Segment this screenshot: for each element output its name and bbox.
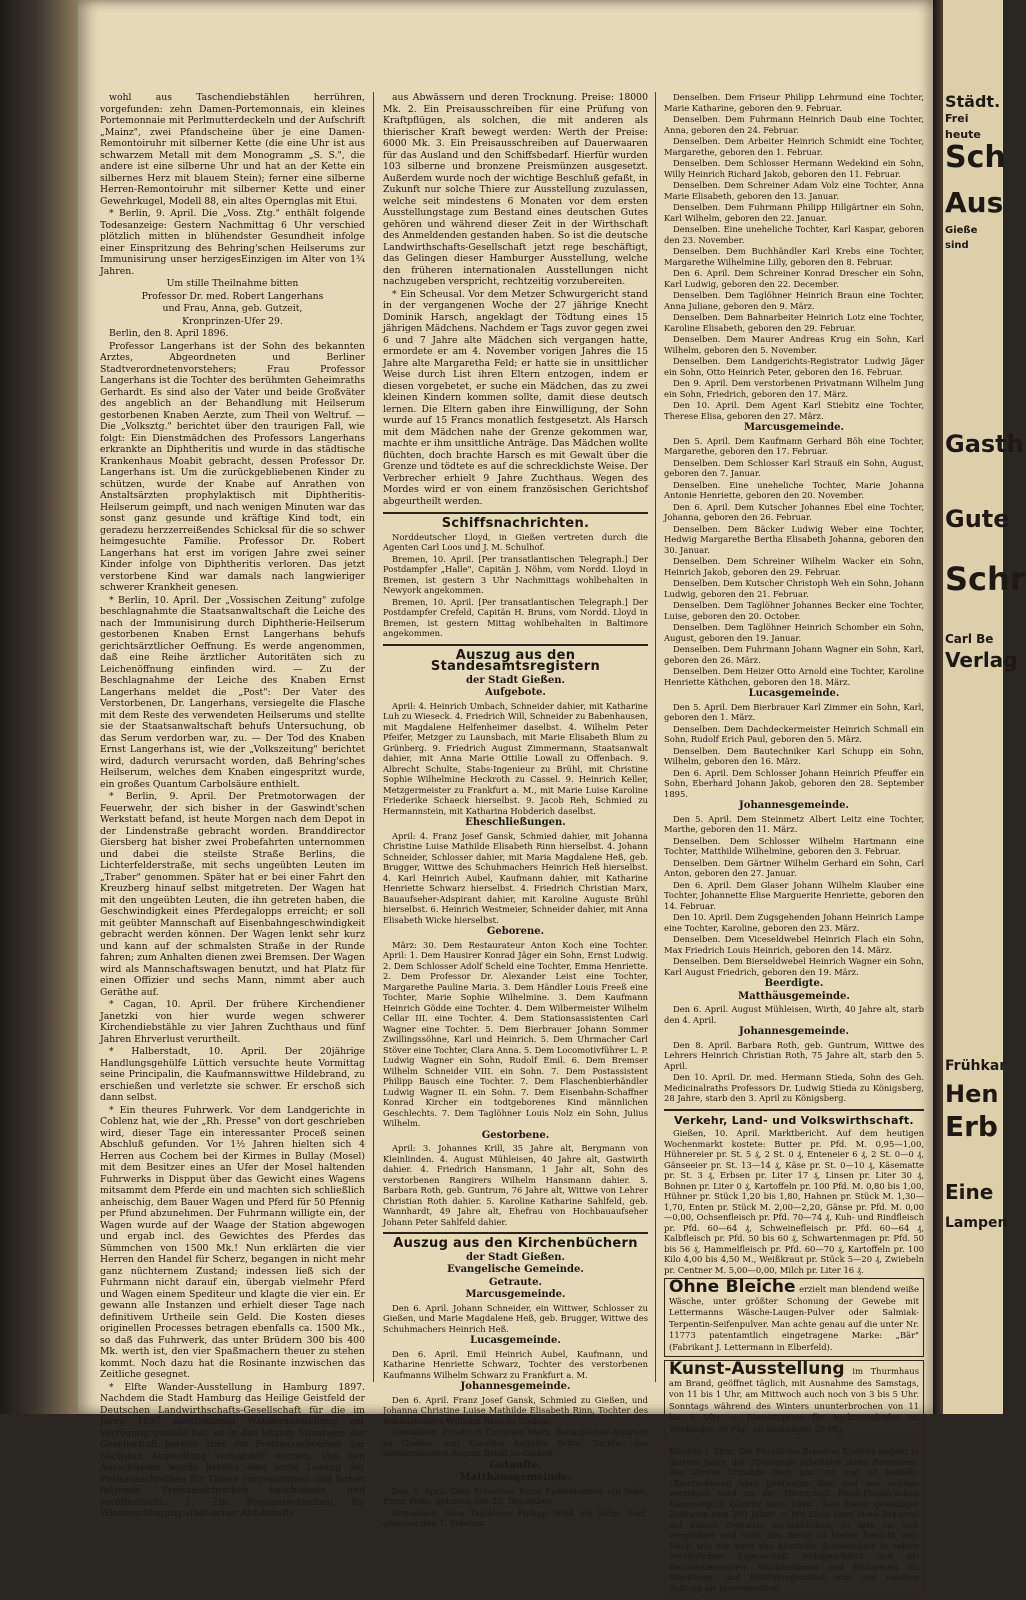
adjacent-page-fragment: Schr [945, 560, 1026, 598]
paragraph: Norddeutscher Lloyd, in Gießen vertreten durch die Agenten Carl Loos und J. M. Schulhof. [383, 531, 648, 552]
paragraph: Den 6. April. Dem Glaser Johann Wilhelm Klauber eine Tochter, Johannette Elise Marguerite Henriette, geboren den 14. Februar. [664, 879, 924, 911]
church-books-heading: Auszug aus den Kirchenbüchern [393, 1236, 638, 1251]
paragraph: Den 6. April. Emil Heinrich Aubel, Kaufmann, und Katharine Henriette Schwarz, Tochter des verstorbenen Kaufmanns Wilhelm Schwarz zu Frankfurt a. M. [383, 1348, 648, 1380]
section-rule [664, 1109, 924, 1111]
section-subheading: Matthäusgemeinde. [738, 990, 850, 1002]
ad-bleach-text: erzielt man blendend weiße Wäsche, unter größter Schonung der Gewebe mit Lettermanns Wäsche-Laugen-Pulver oder Salmiak-Terpentin-Seifenpulver. Man achte genau auf die unter Nr. 11773 patentamtlich eingetragene Marke: „Bär" (Fabrikant J. Lettermann in Elberfeld). [669, 1284, 919, 1352]
paragraph: April: 4. Heinrich Umbach, Schneider dahier, mit Katharine Luh zu Wieseck. 4. Friedrich Will, Schneider zu Babenhausen, mit Magdalene Helfenheimer daselbst. 4. Wilhelm Peter Pfeifer, Metzger zu Launsbach, mit Marie Elisabeth Blum zu Grünberg. 9. Friedrich August Zimmermann, Staatsanwalt dahier, mit Anna Marie Ottilie Lowall zu Offenbach. 9. Albrecht Schulte, Stabs-Ingenieur zu Brühl, mit Christine Sophie Wilhelmine Heckroth zu Cassel. 9. Heinrich Keller, Metzgermeister zu Frankfurt a. M., mit Marie Luise Karoline Friederike Schaeck hierselbst. 9. Jacob Reh, Schmied zu Hermannstein, mit Katharina Hobderich daselbst. [383, 700, 648, 816]
market-heading: Verkehr, Land- und Volkswirthschaft. [674, 1113, 914, 1127]
adjacent-page-fragment: Verlag [945, 648, 1018, 672]
adjacent-page-fragment: Hen [945, 1080, 999, 1108]
adjacent-page-fragment: Sch [945, 140, 1006, 175]
notice-line: und Frau, Anna, geb. Gutzeit, [162, 303, 303, 314]
paragraph: * Halberstadt, 10. April. Der 20jährige Handlungsgehülfe Lüttich versuchte heute Vormittag seine Principalin, die Kaufmannswittwe Hildebrand, zu erschießen und verletzte sie schwer. Er erschoß sich dann selbst. [100, 1046, 365, 1103]
paragraph: Denselben. Dem Taglöhner Heinrich Braun eine Tochter, Anna Juliane, geboren den 9. März. [664, 290, 924, 311]
paragraph: Denselben. Dem Schreiner Adam Volz eine Tochter, Anna Marie Elisabeth, geboren den 13. Januar. [664, 180, 924, 201]
paragraph: aus Abwässern und deren Trocknung. Preise: 18000 Mk. 2. Ein Preisausschreiben für eine Prüfung von Kraftpflügen, als solchen, die mit anderen als thierischer Kraft bewegt werden: Werth der Preise: 6000 Mk. 3. Ein Preisausschreiben auf Dauerwaaren für das Ausland und den Schiffsbedarf. Hierfür wurden 103 silberne und bronzene Preismünzen ausgesetzt. Außerdem wurde noch der wichtige Beschluß gefaßt, in Zukunft nur solche Thiere zur Ausstellung zuzulassen, welche seit mindestens 6 Monaten vor dem ersten Ausstellungstage zum Bestand eines deutschen Gutes gehören und während dieser Zeit in der Wirthschaft des Anmeldenden gestanden haben. So ist die deutsche Landwirthschafts-Gesellschaft jetzt rege beschäftigt, das Gelingen dieser Hamburger Ausstellung, welche den früheren internationalen Ausstellungen nicht nachzugeben verspricht, rechtzeitig vorzubereiten. [383, 92, 648, 287]
paragraph: Den 6. April. Dem Kutscher Johannes Ebel eine Tochter, Johanna, geboren den 26. Februar. [664, 501, 924, 522]
paragraph: Denselben. Dem Viceseldwebel Heinrich Flach ein Sohn, Max Friedrich Louis Heinrich, geboren den 14. März. [664, 934, 924, 955]
paragraph: Denselben. Eine uneheliche Tochter, Karl Kaspar, geboren den 23. November. [664, 224, 924, 245]
paragraph: Denselben. Dem Gärtner Wilhelm Gerhard ein Sohn, Carl Anton, geboren den 27. Januar. [664, 857, 924, 878]
market-report: Gießen, 10. April. Marktbericht. Auf dem heutigen Wochenmarkt kostete: Butter pr. Pfd. M. 0,95—1,00, Hühnereier pr. St. 5 ₰, 2 St. 0 ₰, Enteneier 6 ₰, 2 St. 0—0 ₰, Gänseeier pr. St. 13—14 ₰, Käse pr. St. 0—10 ₰, Käsematte pr. St. 3 ₰, Erbsen pr. Liter 17 ₰, Linsen pr. Liter 30 ₰, Bohnen pr. Liter 0 ₰, Kartoffeln pr. 100 Pfd. M. 0,80 bis 1,00, Hühner pr. Stück 1,20 bis 1,80, Hahnen pr. Stück M. 1,30—1,70, Enten pr. Stück M. 2,00—2,20, Gänse pr. Pfd. M. 0,00—0,00, Ochsenfleisch pr. Pfd. 70—74 ₰, Kuh- und Rindfleisch pr. Pfd. 60—64 ₰, Schweinefleisch pr. Pfd. 60—64 ₰, Kalbfleisch pr. Pfd. 50 bis 60 ₰, Schwartenmagen pr. Pfd. 50 bis 56 ₰, Hammelfleisch pr. Pfd. 60—70 ₰, Kartoffeln pr. 100 Kilo 4,00 bis 4,50 M., Weißkraut pr. Stück 5—20 ₰, Zwiebeln pr. Centner M. 5,00—0,00, Milch pr. Liter 16 ₰. [664, 1128, 924, 1275]
paragraph: Den 9. April. Dem verstorbenen Privatmann Wilhelm Jung ein Sohn, Friedrich, geboren den 17. März. [664, 378, 924, 399]
section-subheading: Getraute. [488, 1276, 542, 1288]
paragraph: Den 6. April. Dem Schlosser Johann Heinrich Pfeuffer ein Sohn, Eberhard Johann Jakob, geboren den 28. September 1895. [664, 767, 924, 799]
adjacent-page-fragment: Gieße [945, 225, 978, 236]
adjacent-page-fragment: Eine [945, 1180, 994, 1204]
section-subheading: Johannesgemeinde. [739, 1026, 849, 1037]
book-binding [0, 0, 78, 1414]
section-subheading: Geborene. [486, 926, 545, 937]
adjacent-page-fragment: heute [945, 128, 981, 141]
adjacent-page-fragment: Erb [945, 1110, 998, 1143]
paragraph: Denselben. Dem Schlosser Karl Strauß ein Sohn, August, geboren den 7. Januar. [664, 457, 924, 478]
paragraph: Denselben. Dem Kutscher Christoph Weh ein Sohn, Johann Ludwig, geboren den 21. Februar. [664, 578, 924, 599]
notice-line: Professor Dr. med. Robert Langerhans [141, 290, 324, 302]
ad-bleach [664, 1278, 924, 1357]
paragraph: Den 5. April. Dem Schreiner Ernst Falkenheimer ein Sohn, Ernst Peter, geboren den 23. December. [383, 1485, 648, 1506]
section-subheading: Evangelische Gemeinde. [447, 1264, 584, 1275]
paragraph: Bremen, 10. April. [Per transatlantischen Telegraph.] Der Postdampfer „Halle", Capitän J. Nöhm, vom Nordd. Lloyd in Bremen, ist gestern 3 Uhr Nachmittags wohlbehalten in Newyork angekommen. [383, 553, 648, 595]
adjacent-page-fragment: Aus [945, 186, 1004, 219]
adjacent-page-fragment: sind [945, 240, 969, 251]
paragraph: Denselben. Eine uneheliche Tochter, Marie Johanna Antonie Henriette, geboren den 20. November. [664, 479, 924, 500]
paragraph: Den 10. April. Dem Zugsgehenden Johann Heinrich Lampe eine Tochter, Karoline, geboren den 23. März. [664, 912, 924, 933]
section-subheading: Johannesgemeinde. [460, 1381, 571, 1392]
paragraph: Denselben. Dem Heizer Otto Arnold eine Tochter, Karoline Henriette Käthchen, geboren den 18. März. [664, 666, 924, 687]
paragraph: Denselben. Dem Fuhrmann Johann Wagner ein Sohn, Karl, geboren den 26. März. [664, 644, 924, 665]
paragraph: Den 5. April. Dem Bierbrauer Karl Zimmer ein Sohn, Karl, geboren den 1. März. [664, 701, 924, 722]
adjacent-page-fragment: Gasth [945, 430, 1024, 458]
adjacent-page-fragment: Carl Be [945, 632, 994, 646]
adjacent-page-fragment: Frei [945, 112, 969, 125]
paragraph: Denselben. Dem Taglöhner Philipp Weiß ein Sohn, Karl, geboren den 7. Februar. [383, 1507, 648, 1528]
paragraph: Berlin, den 8. April 1896. [109, 328, 229, 339]
section-subheading: Aufgebote. [485, 687, 546, 698]
paragraph: * Berlin, 9. April. Der Pretmotorwagen der Feuerwehr, der sich bisher in der Gaswindt'schen Werkstatt befand, ist heute Morgen nach dem Depot in der Lindenstraße gebracht worden. Branddirector Giersberg hat bisher zwei Probefahrten unternommen und dabei die steilste Straße Berlins, die Lichterfelderstraße, mit sechs ungeübten Leuten im „Traber" genommen. Später hat er bei einer Fahrt den Kreuzberg hinauf selbst mitgetreten. Der Wagen hat mit den ungeübten Leuten, die ihn getreten haben, die Geschwindigkeit eines Pferdegalopps erreicht; er soll mit geübter Mannschaft auf Eisenbahngeschwindigkeit gebracht werden können. Der Wagen lenkt sehr kurz und kann auf der schmalsten Straße in der Runde fahren; zum Anhalten dienen zwei Bremsen. Der Wagen wird als Mannschaftswagen benutzt, und hat Platz für einen Offizier und sechs Mann, nimmt aber auch Geräthe auf. [100, 791, 365, 998]
paragraph: Den 6. April. Dem Schreiner Konrad Drescher ein Sohn, Karl Ludwig, geboren den 22. December. [664, 268, 924, 289]
ad-art-exhibition [664, 1360, 924, 1439]
ad-bleach-title: Ohne Bleiche [669, 1277, 796, 1297]
adjacent-page-fragment: Städt. [945, 92, 1001, 111]
paragraph: Den 6. April. August Mühleisen, Wirth, 40 Jahre alt, starb den 4. April. [664, 1004, 924, 1025]
paragraph: Denselben. Dem Taglöhner Heinrich Schomber ein Sohn, August, geboren den 19. Januar. [664, 622, 924, 643]
paragraph: * Berlin, 9. April. Die „Voss. Ztg." enthält folgende Todesanzeige: Gestern Nachmittag 6 Uhr verschied plötzlich mitten in blühendster Gesundheit infolge einer Einspritzung des Behring'schen Heilserums zur Immunisirung unser herzigesEinzigen im Alter von 1¾ Jahren. [100, 208, 365, 277]
paragraph: Den 5. April. Dem Kaufmann Gerhard Böh eine Tochter, Margarethe, geboren den 17. Februar. [664, 435, 924, 456]
section-subheading: Marcusgemeinde. [465, 1289, 566, 1300]
shipping-news-heading: Schiffsnachrichten. [441, 516, 590, 531]
paragraph: * Cagan, 10. April. Der frühere Kirchendiener Janetzki von hier wurde wegen schwerer Kirchendiebstähle zu vier Jahren Zuchthaus und fünf Jahren Ehrverlust verurtheilt. [100, 999, 365, 1045]
paragraph: Denselben. Dem Taglöhner Johannes Becker eine Tochter, Luise, geboren den 20. October. [664, 600, 924, 621]
civil-registry-subheading: der Stadt Gießen. [466, 674, 565, 686]
paragraph: Denselben. Dem Bäcker Ludwig Weber eine Tochter, Hedwig Margarethe Bertha Elisabeth Johanna, geboren den 30. Januar. [664, 523, 924, 555]
ad-brewery: Köstritz i. Thür. Die Fürstliche Brauerei Köstritz begeht in diesem Jahre die 200jährige Jubelfeier ihres Bestehens. Die älteste Urkunde liegt uns vor und ist betitelt: „Bierrechnung über gebrautes Bier und wie solches verzehret wird an der Herrschaft Reuß-Plauen'schen Kammerguth Köstritz anno 1696". Seit dieser gewaltiger Zeitraum sind 200 Jahre! — Mit Stolz kann diese Brauerei auf diesen Zeitraum zurückblicken, in dem sie sich vergrößert und stets das Beste zu bieten bemüht war. Nach wie vor wird das köstliche Schwarzbier in seiner vorzüglichen Eigenschaft wohlgeschätzt und als Reconvalescenten, Wöchnerinnen und Blutarmen als Stärkungs- und Kräftigungsmittel sein und unserer Zeitung als Inseratentheil. [664, 1442, 924, 1597]
section-rule [383, 512, 648, 514]
paragraph: * Berlin, 10. April. Der „Vossischen Zeitung" zufolge beschlagnahmte die Staatsanwaltschaft die Leiche des nach der Immunisirung durch Diphtherie-Heilserum gestorbenen Knaben Ernst Langerhans behufs gerichtsärztlicher Oeffnung. Es werde angenommen, daß eine Reihe ärztlicher Autoritäten sich zu Leichenöffnung einfinden wird. — Zu der Beschlagnahme der Leiche des Knaben Ernst Langerhans meldet die „Post": Der Vater des Verstorbenen, Dr. Langerhans, versiegelte die Flasche mit dem Reste des verwendeten Heilserums und stellte sie der Staatsanwaltschaft behufs Untersuchung, ob das Serum verdorben war, zu. — Der Tod des Knaben Ernst Langerhans ist, wie der „Volkszeitung" berichtet wird, dadurch verursacht worden, daß Behring'sches Heilserum, welches dem Knaben eingespritzt wurde, ein großes Quantum Carbolsäure enthielt. [100, 594, 365, 790]
section-subheading: Lucasgemeinde. [470, 1335, 561, 1346]
adjacent-page-fragment: Lampen [945, 1215, 1008, 1231]
paragraph: wohl aus Taschendiebstählen herrühren, vorgefunden: zehn Damen-Portemonnais, ein kleines Portemonnaie mit Perlmutterdeckeln und der Aufschrift „Mainz", zwei Pfandscheine über je eine Damen-Remontoiruhr mit silberner Kette (die eine Uhr ist aus schwarzem Metall mit dem Monogramm „S. S.", die andere ist eine silberne Uhr und hat an der Kette ein silbernes Herz mit blauem Stein); ferner eine silberne Herren-Remontoiruhr mit silberner Kette und einer Gewehrkugel, Modell 88, ein altes Opernglas mit Etui. [100, 92, 365, 207]
column-2 [383, 92, 648, 1530]
section-subheading: Beerdigte. [764, 978, 824, 989]
paragraph: April: 4. Franz Josef Gansk, Schmied dahier, mit Johanna Christine Luise Mathilde Elisabeth Rinn hierselbst. 4. Johann Schneider, Schlosser dahier, mit Maria Magdalene Heß, geb. Brugger, Wittwe des Schuhmachers Heinrich Heß hierselbst. 4. Karl Heinrich Aubel, Kaufmann dahier, mit Katharine Henriette Schwarz hierselbst. 4. Friedrich Christian Marx, Bauaufseher-Adspirant dahier, mit Karoline Auguste Brühl hierselbst. 6. Heinrich Westmeier, Schneider dahier, mit Anna Elisabeth Wicke hierselbst. [383, 830, 648, 925]
paragraph: Denselben. Dem Dachdeckermeister Heinrich Schmall ein Sohn, Rudolf Erich Paul, geboren den 5. März. [664, 723, 924, 744]
paragraph: Denselben. Dem Buchhändler Karl Krebs eine Tochter, Margarethe Wilhelmine Lilly, geboren den 8. Februar. [664, 246, 924, 267]
ad-art-text: im Thurmhaus am Brand, geöffnet täglich, mit Ausnahme des Samstags, von 11 bis 1 Uhr, am Mittwoch auch noch von 3 bis 5 Uhr. Sonntags während des Winters ununterbrochen von 11 bis 5 Uhr. — Eintrittspreis für Nichtmitglieder an Werktagen 50 Pfg., an Sonntagen 20 Pfg. [669, 1366, 919, 1434]
paragraph: Denselben. Dem Schreiner Wilhelm Wacker ein Sohn, Heinrich Jakob, geboren den 29. Februar. [664, 556, 924, 577]
paragraph: Den 6. April. Johann Schneider, ein Wittwer, Schlosser zu Gießen, und Marie Magdalene Heß, geb. Brugger, Wittwe des Schuhmachers Heinrich Heß. [383, 1302, 648, 1334]
paragraph: * Elfte Wander-Ausstellung in Hamburg 1897. Nachdem die Stadt Hamburg das Heilige Geistfeld der Deutschen Landwirthschafts-Gesellschaft für die im Jahre 1897 stattfindende Wanderausstellung zur Verfügung gestellt hat, ist in den letzten Sitzungen der Gesellschaft bereits über die Preisausschreiben der nächsten Ausstellung verhandelt worden. Von den Ausschüssen wurde bereits eine erste Lesung der Preisausschreiben für Thiere vorgenommen und ferner folgende Preisausschreiben beschlossen und veröffentlicht: 1. Ein Preisausschreiben für Wiederschlagung städtischer Abfallstoffe [100, 1381, 365, 1519]
ad-art-title: Kunst-Ausstellung [669, 1359, 845, 1379]
paragraph: Den 10. April. Dr. med. Hermann Stieda, Sohn des Geh. Medicinalraths Professors Dr. Ludwig Stieda zu Königsberg, 28 Jahre, starb den 3. April zu Königsberg. [664, 1072, 924, 1103]
civil-registry-heading: Auszug aus den Standesamtsregistern [430, 647, 601, 674]
notice-line: Um stille Theilnahme bitten [166, 278, 299, 289]
notice-line: Kronprinzen-Ufer 29. [182, 315, 283, 327]
paragraph: Denselben. Dem Maurer Andreas Krug ein Sohn, Karl Wilhelm, geboren den 5. November. [664, 334, 924, 355]
paragraph: * Ein theures Fuhrwerk. Vor dem Landgerichte in Coblenz hat, wie der „Rh. Presse" von dort geschrieben wird, dieser Tage ein interessanter Proceß seinen Abschluß gefunden. Vor 1½ Jahren hielten sich 4 Herren aus Cochem bei der Kirmes in Bullay (Mosel) mit dem Besitzer eines an Ufer der Mosel haltenden Fuhrwerks in Dispput über das Gewicht eines Wagens mitsammt dem Pferde ein und machten sich schließlich anheischig, dem Bauer Wagen und Pferd für 50 Pfennig per Pfund abzunehmen. Der Fuhrmann willigte ein, der Wagen wurde auf der Waage der Station abgewogen und ergab incl. des Gewichtes des Pferdes das Sümmchen von 1500 Mk.! Nun erklärten die vier Herren den Handel für Scherz, begangen in nicht mehr ganz nüchternem Zustand; indessen ließ sich der Fuhrmann nicht darauf ein, übergab vielmehr Pferd und Wagen einem Spediteur und klagte die vier ein. Er gewann alle Instanzen und erhielt dieser Tage nach definitivem Urtheile sein Geld. Die Kosten dieses originellen Processes betragen ebenfalls ca. 1500 Mk., so daß das Fuhrwerk, das unter Brüdern 300 bis 400 Mk. werth ist, den vier Spaßmachern theuer zu stehen kommt. Noch dazu hat die Rosinante inzwischen das Zeitliche gesegnet. [100, 1104, 365, 1380]
paragraph: Denselben. Dem Bahnarbeiter Heinrich Lotz eine Tochter, Karoline Elisabeth, geboren den 29. Februar. [664, 312, 924, 333]
section-subheading: Eheschließungen. [465, 817, 566, 828]
paragraph: Denselben. Dem Schlosser Hermann Wedekind ein Sohn, Willy Heinrich Richard Jakob, geboren den 11. Februar. [664, 158, 924, 179]
paragraph: Den 6. April. Franz Josef Gansk, Schmied zu Gießen, und Johanna Christine Luise Mathilde Elisabeth Rinn, Tochter des Bahnarbeiters Wilhelm Rinn zu Gießen. [383, 1394, 648, 1426]
section-rule [383, 1232, 648, 1234]
church-books-subheading: der Stadt Gießen. [466, 1251, 565, 1263]
section-subheading: Getaufte. [489, 1459, 542, 1471]
adjacent-page-fragment: Gute [945, 505, 1010, 533]
paragraph: Denselben. Dem Schlosser Wilhelm Hartmann eine Tochter, Matthilde Wilhelmine, geboren den 3. Februar. [664, 835, 924, 856]
section-rule [383, 644, 648, 646]
paragraph: Denselben. Dem Bierseldwebel Heinrich Wagner ein Sohn, Karl August Friedrich, geboren den 19. März. [664, 956, 924, 977]
paragraph: März: 30. Dem Restaurateur Anton Koch eine Tochter. April: 1. Dem Hausirer Konrad Jäger ein Sohn, Ernst Ludwig. 2. Dem Schlosser Adolf Scheld eine Tochter, Emma Henriette. 2. Dem Professor Dr. Alexander Leist eine Tochter, Margarethe Pauline Maria. 3. Dem Händler Louis Freeß eine Tochter, Marie Sophie Wilhelmine. 3. Dem Kaufmann Heinrich Gödde eine Tochter. 4. Dem Wilbermeister Wilhelm Cellar III. eine Tochter. 4. Dem Stationsassistenten Carl Wagner eine Tochter. 5. Dem Bierbrauer Johann Sommer Zwillingssöhne, Karl und Heinrich. 5. Dem Uhrmacher Carl Stöver eine Tochter, Clara Anna. 5. Dem Locomotivführer L. P. Ludwig Wagner ein Sohn, Rudolf Emil. 6. Dem Bremser Wilhelm Schneider VIII. ein Sohn. 7. Dem Postassistent Philipp Bausch eine Tochter. 7. Dem Flaschenbierhändler Ludwig Wagner II. ein Sohn. 7. Dem Eisenbahn-Schaffner Konrad Kircher ein todtgeborenes Kind männlichen Geschlechts. 7. Dem Taglöhner Louis Nolz ein Sohn, Julius Wilhelm. [383, 939, 648, 1128]
paragraph: Den 8. April. Barbara Roth, geb. Guntrum, Wittwe des Lehrers Heinrich Christian Roth, 75 Jahre alt, starb den 5. April. [664, 1039, 924, 1071]
paragraph: Den 5. April. Dem Steinmetz Albert Leitz eine Tochter, Marthe, geboren den 11. März. [664, 813, 924, 834]
paragraph: Denselben. Dem Fuhrmann Philipp Hillgärtner ein Sohn, Karl Wilhelm, geboren den 22. Januar. [664, 202, 924, 223]
column-1 [100, 92, 365, 1521]
section-subheading: Johannesgemeinde. [739, 800, 849, 811]
paragraph: Bremen, 10. April. [Per transatlantischen Telegraph.] Der Postdampfer Crefeld, Capitän H. Bruns, vom Nordd. Lloyd in Bremen, ist gestern Mittag wohlbehalten in Baltimore angekommen. [383, 596, 648, 638]
paragraph: Denselben. Friedrich Christian Marx, Bauaufseher-Aspirant zu Gießen, und Karoline Auguste Brühl, Tochter des Sattlermeisters August Brühl zu Gießen. [383, 1427, 648, 1458]
paragraph: Denselben. Dem Arbeiter Heinrich Schmidt eine Tochter, Margarethe, geboren den 1. Februar. [664, 136, 924, 157]
section-subheading: Marcusgemeinde. [743, 422, 844, 433]
paragraph: Den 10. April. Dem Agent Karl Stiebitz eine Tochter, Therese Elisa, geboren den 27. März. [664, 400, 924, 421]
section-subheading: Matthäusgemeinde. [459, 1472, 572, 1483]
section-subheading: Lucasgemeinde. [748, 688, 840, 699]
column-3 [664, 92, 924, 1600]
page-gutter [933, 0, 943, 1414]
paragraph: Denselben. Dem Friseur Philipp Lehrmund eine Tochter, Marie Katharine, geboren den 9. Februar. [664, 92, 924, 113]
column-rule [655, 92, 656, 1382]
paragraph: Denselben. Dem Fuhrmann Heinrich Daub eine Tochter, Anna, geboren den 24. Februar. [664, 114, 924, 135]
paragraph: Professor Langerhans ist der Sohn des bekannten Arztes, Abgeordneten und Berliner Stadtverordnetenvorstehers; Frau Professor Langerhans ist die Tochter des berühmten Geheimraths Gerhardt. Es sind also der Vater und beide Großväter des angeblich an der Behandlung mit Heilserum gestorbenen Knaben Aerzte, zum Theil von Weltruf. — Die „Volksztg." berichtet über den traurigen Fall, wie folgt: Ein Dienstmädchen des Professors Langerhans erkrankte an Diphtheritis und wurde in das städtische Krankenhaus Moabit gebracht, dessen Professor Dr. Langerhans ist. Um die zurückgebliebenen Kinder zu schützen, wurde der Knabe auf Anrathen von Anstaltsärzten prophylaktisch mit Diphtheritis-Heilserum geimpft, und nach wenigen Minuten war das sonst ganz gesunde und kräftige Kind todt, ein geradezu herzzerreißendes Schicksal für die so schwer heimgesuchte Familie. Professor Dr. Robert Langerhans hat erst im vorigen Jahre zwei seiner Kinder infolge von Diphtheritis verloren. Das jetzt verstorbene Kind war damals nach langwieriger schwerer Krankheit genesen. [100, 340, 365, 593]
paragraph: * Ein Scheusal. Vor dem Metzer Schwurgericht stand in der vergangenen Woche der 27 jährige Knecht Dominik Harsch, angeklagt der Tödtung eines 15 jährigen Mädchens. Nachdem er Tags zuvor gegen zwei 6 und 7 Jahre alte Mädchen sich vergangen hatte, ermordete er am 4. November vorigen Jahres die 15 Jahre alte Margaretha Feld; er hatte sie in unsittlicher Weise durch List ihren Eltern entzogen, indem er diesen vorgebetet, er suche ein Mädchen, das zu zwei kleinen Kindern kommen sollte, damit diese deutsch lernen. Die Eltern gaben ihre Einwilligung, der Sohn wurde auf 15 Francs monatlich festgesetzt. Als Harsch mit dem Mädchen nahe der Grenze gekommen war, machte er ihm unsittliche Anträge. Das Mädchen wollte flüchten, doch brachte Harsch es mit Gewalt über die Grenze und tödtete es auf die schrecklichste Weise. Der Verbrecher erhielt 9 Jahre Zuchthaus. Wegen des Mordes wird er von einem französischen Gerichtshof abgeurtheilt werden. [383, 288, 648, 507]
paragraph: Denselben. Dem Bautechniker Karl Schupp ein Sohn, Wilhelm, geboren den 16. März. [664, 745, 924, 766]
paragraph: April: 3. Johannes Krill, 35 Jahre alt, Bergmann von Kleinlinden. 4. August Mühleisen, 40 Jahre alt, Gastwirth dahier. 4. Friedrich Hansmann, 1 Jahr alt, Sohn des verstorbenen Rangirers Wilhelm Hansmann dahier. 5. Barbara Roth, geb. Guntrum, 76 Jahre alt, Wittwe von Lehrer Christian Roth dahier. 5. Karoline Katharine Sahlfeld, geb. Wannhardt, 49 Jahre alt, Ehefrau von Hochbauaufseher Johann Peter Sahlfeld dahier. [383, 1143, 648, 1227]
column-rule [373, 92, 374, 1382]
section-subheading: Gestorbene. [481, 1129, 550, 1141]
adjacent-page-fragment: Frühkar [945, 1058, 1007, 1074]
paragraph: Denselben. Dem Landgerichts-Registrator Ludwig Jäger ein Sohn, Otto Heinrich Peter, geboren den 16. Februar. [664, 356, 924, 377]
